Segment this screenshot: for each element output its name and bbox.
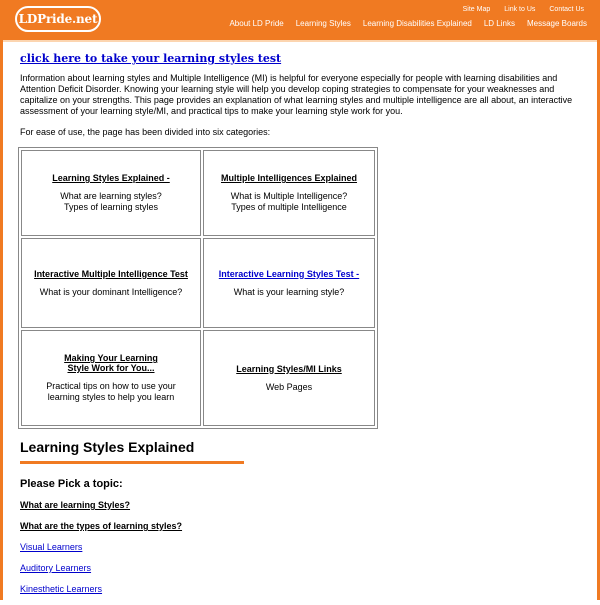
nav-ld-explained[interactable]: Learning Disabilities Explained: [362, 19, 472, 28]
learning-styles-test-link[interactable]: click here to take your learning styles test: [20, 52, 282, 65]
category-desc-line: What is Multiple Intelligence?: [230, 191, 348, 201]
main-nav: [229, 19, 587, 28]
category-description: [26, 381, 196, 403]
nav-ld-links[interactable]: LD Links: [483, 19, 515, 28]
section-divider: [20, 461, 244, 464]
category-description: [208, 191, 370, 213]
category-link-mi-test[interactable]: Interactive Multiple Intelligence Test: [34, 268, 188, 279]
category-desc-line: Practical tips on how to use your: [46, 381, 176, 391]
topic-link-what-are-ls[interactable]: What are learning Styles?: [20, 500, 131, 510]
category-cell: [203, 330, 375, 426]
category-link-mi-explained[interactable]: Multiple Intelligences Explained: [220, 173, 358, 183]
category-link-learning-styles-explained[interactable]: Learning Styles Explained -: [52, 173, 170, 183]
main-content: [20, 52, 590, 605]
category-description: [26, 191, 196, 213]
header-subbar: [3, 40, 597, 42]
category-cell: [21, 150, 201, 236]
category-desc-line: What is your dominant Intelligence?: [39, 286, 183, 297]
categories-table: [18, 147, 378, 429]
category-description: [208, 287, 370, 298]
category-cell: [21, 330, 201, 426]
category-desc-line: Types of learning styles: [63, 202, 159, 212]
site-header: [3, 0, 597, 40]
category-desc-line: What is your learning style?: [233, 286, 345, 297]
category-cell: [203, 150, 375, 236]
topic-link-visual[interactable]: Visual Learners: [20, 542, 83, 552]
category-desc-line: Types of multiple Intelligence: [231, 202, 347, 212]
topic-link-auditory[interactable]: Auditory Learners: [20, 563, 92, 573]
category-desc-line: learning styles to help you learn: [47, 392, 175, 402]
util-link-link-to-us[interactable]: Link to Us: [504, 6, 536, 13]
category-cell: [203, 238, 375, 328]
category-desc-line: Web Pages: [265, 381, 313, 392]
category-description: [26, 287, 196, 298]
pick-topic-label: Please Pick a topic:: [20, 478, 123, 490]
category-link-making-style-work[interactable]: [64, 353, 158, 373]
nav-message-boards[interactable]: Message Boards: [526, 19, 587, 28]
category-cell: [21, 238, 201, 328]
topic-link-kinesthetic[interactable]: Kinesthetic Learners: [20, 584, 103, 594]
ease-of-use-text: For ease of use, the page has been divided into six categories:: [20, 127, 271, 137]
nav-learning-styles[interactable]: Learning Styles: [295, 19, 351, 28]
logo-text: LDPride.net: [18, 12, 98, 26]
utility-nav: [463, 6, 584, 13]
util-link-site-map[interactable]: Site Map: [462, 6, 491, 13]
category-link-ls-mi-links[interactable]: Learning Styles/MI Links: [236, 363, 342, 374]
site-logo[interactable]: [15, 6, 101, 32]
category-title-line: Making Your Learning: [64, 353, 158, 363]
category-description: [208, 382, 370, 393]
section-title: Learning Styles Explained: [20, 439, 195, 455]
category-desc-line: What are learning styles?: [60, 191, 162, 201]
topic-link-types-of-ls[interactable]: What are the types of learning styles?: [20, 521, 183, 531]
intro-paragraph: Information about learning styles and Multiple Intelligence (MI) is helpful for everyone especially for people with learning disabilities and Attention Deficit Disorder. Knowing your learning style will help you develop coping strategies to compensate for your weaknesses and capitalize on your strengths. This page provides an explanation of what learning styles and multiple intelligence are all about, an interactive assessment of your learning style/MI, and practical tips to make your learning style work for you.: [20, 73, 573, 116]
category-title-line: Style Work for You...: [67, 363, 155, 373]
util-link-contact-us[interactable]: Contact Us: [549, 6, 584, 13]
category-link-ls-test[interactable]: Interactive Learning Styles Test -: [218, 268, 360, 279]
nav-about[interactable]: About LD Pride: [229, 19, 284, 28]
